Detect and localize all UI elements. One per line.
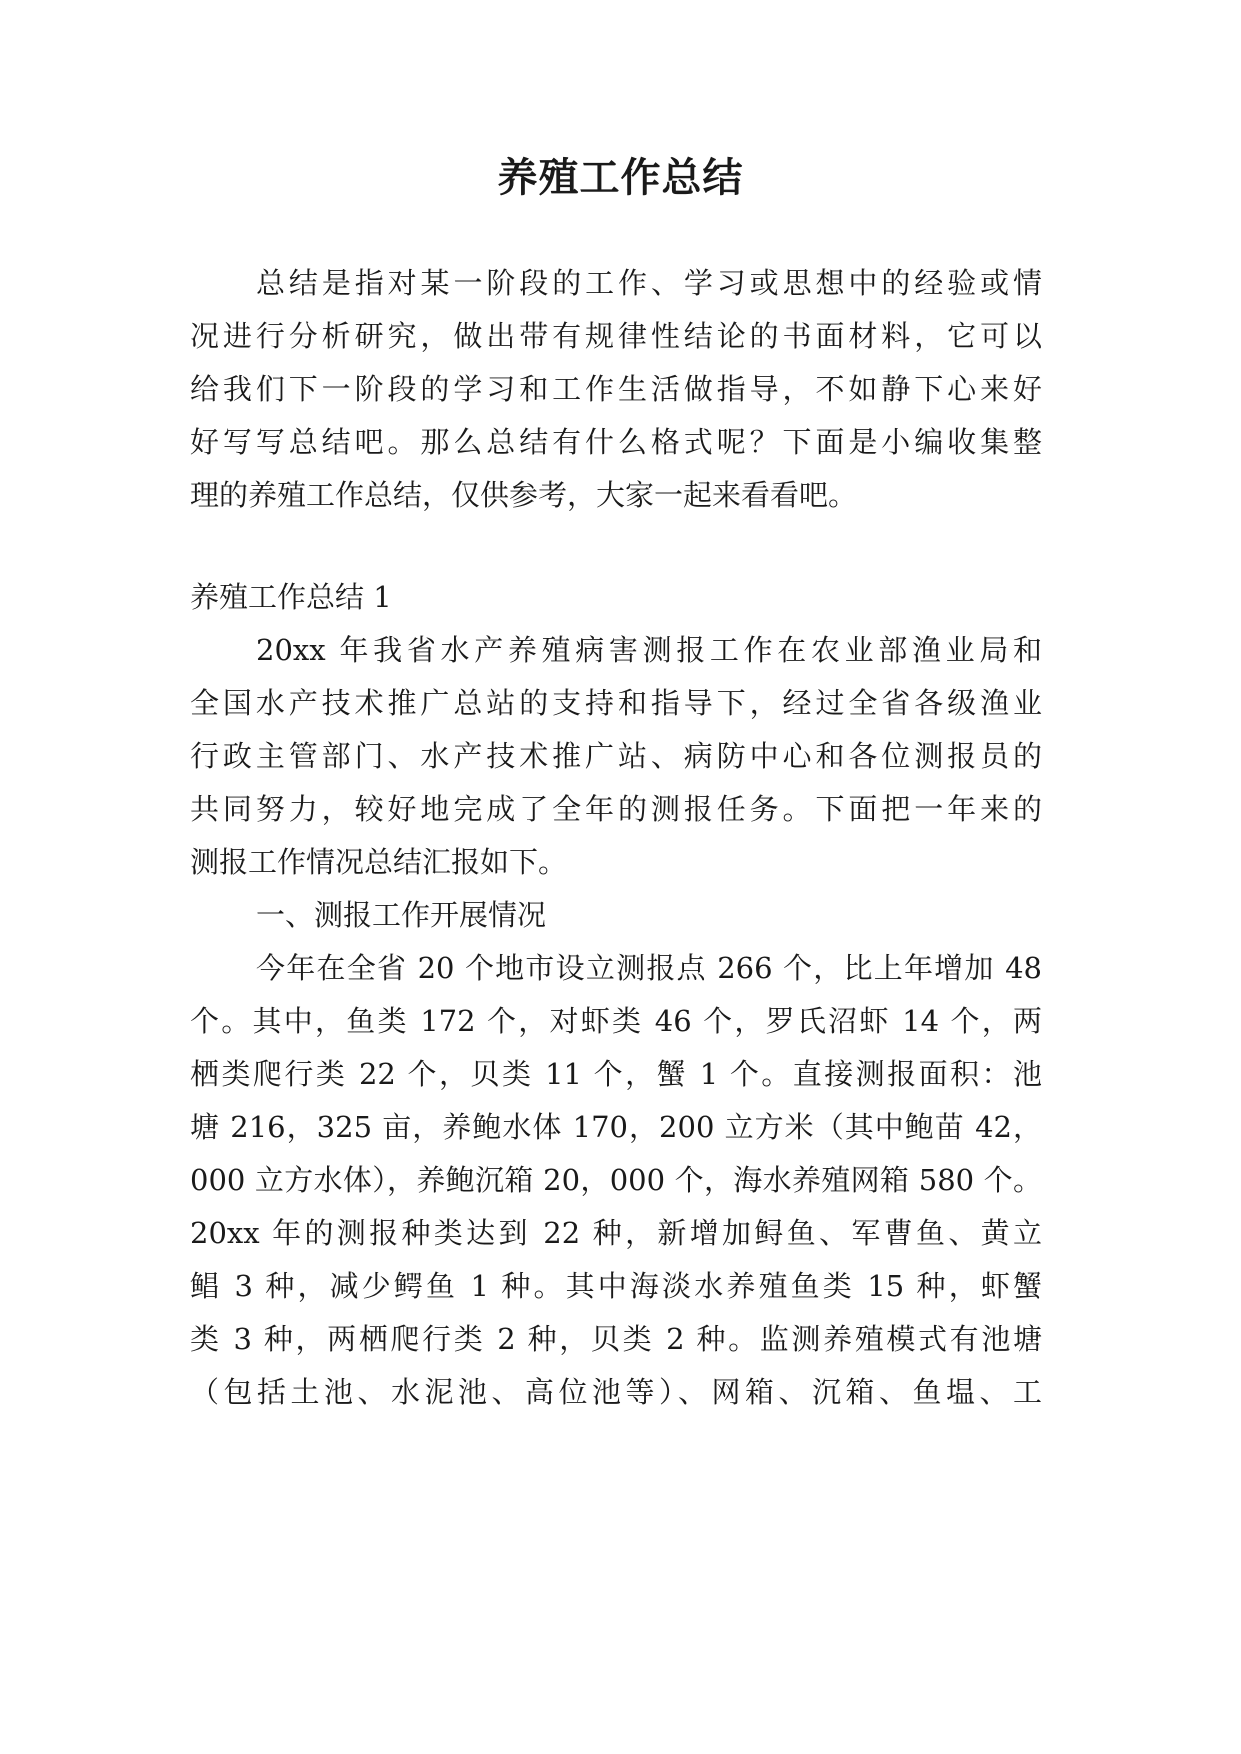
para1-line-2: 全国水产技术推广总站的支持和指导下，经过全省各级渔业	[190, 686, 1042, 720]
para1-line-4: 共同努力，较好地完成了全年的测报任务。下面把一年来的	[190, 792, 1042, 826]
intro-line-3: 给我们下一阶段的学习和工作生活做指导，不如静下心来好	[190, 372, 1042, 406]
para2-line-5: 000 立方水体），养鲍沉箱 20，000 个，海水养殖网箱 580 个。	[190, 1163, 1042, 1197]
para2-line-7: 鲳 3 种，减少鳄鱼 1 种。其中海淡水养殖鱼类 15 种，虾蟹	[190, 1269, 1042, 1303]
intro-line-2: 况进行分析研究，做出带有规律性结论的书面材料，它可以	[190, 319, 1042, 353]
subheading: 一、测报工作开展情况	[256, 898, 547, 932]
para1-line-3: 行政主管部门、水产技术推广站、病防中心和各位测报员的	[190, 739, 1042, 773]
para2-line-6: 20xx 年的测报种类达到 22 种，新增加鲟鱼、军曹鱼、黄立	[190, 1216, 1042, 1250]
intro-line-5: 理的养殖工作总结，仅供参考，大家一起来看看吧。	[190, 478, 858, 512]
section-heading: 养殖工作总结 1	[190, 580, 392, 614]
intro-line-1: 总结是指对某一阶段的工作、学习或思想中的经验或情	[256, 266, 1042, 300]
para2-line-3: 栖类爬行类 22 个，贝类 11 个，蟹 1 个。直接测报面积：池	[190, 1057, 1042, 1091]
document-title: 养殖工作总结	[497, 155, 744, 201]
intro-line-4: 好写写总结吧。那么总结有什么格式呢？下面是小编收集整	[190, 425, 1042, 459]
para2-line-9: （包括土池、水泥池、高位池等）、网箱、沉箱、鱼塭、工	[190, 1375, 1042, 1409]
para1-line-1: 20xx 年我省水产养殖病害测报工作在农业部渔业局和	[256, 633, 1042, 667]
para1-line-5: 测报工作情况总结汇报如下。	[190, 845, 568, 879]
para2-line-8: 类 3 种，两栖爬行类 2 种，贝类 2 种。监测养殖模式有池塘	[190, 1322, 1042, 1356]
para2-line-2: 个。其中，鱼类 172 个，对虾类 46 个，罗氏沼虾 14 个，两	[190, 1004, 1042, 1038]
para2-line-4: 塘 216，325 亩，养鲍水体 170，200 立方米（其中鲍苗 42，	[190, 1110, 1042, 1144]
para2-line-1: 今年在全省 20 个地市设立测报点 266 个，比上年增加 48	[256, 951, 1042, 985]
